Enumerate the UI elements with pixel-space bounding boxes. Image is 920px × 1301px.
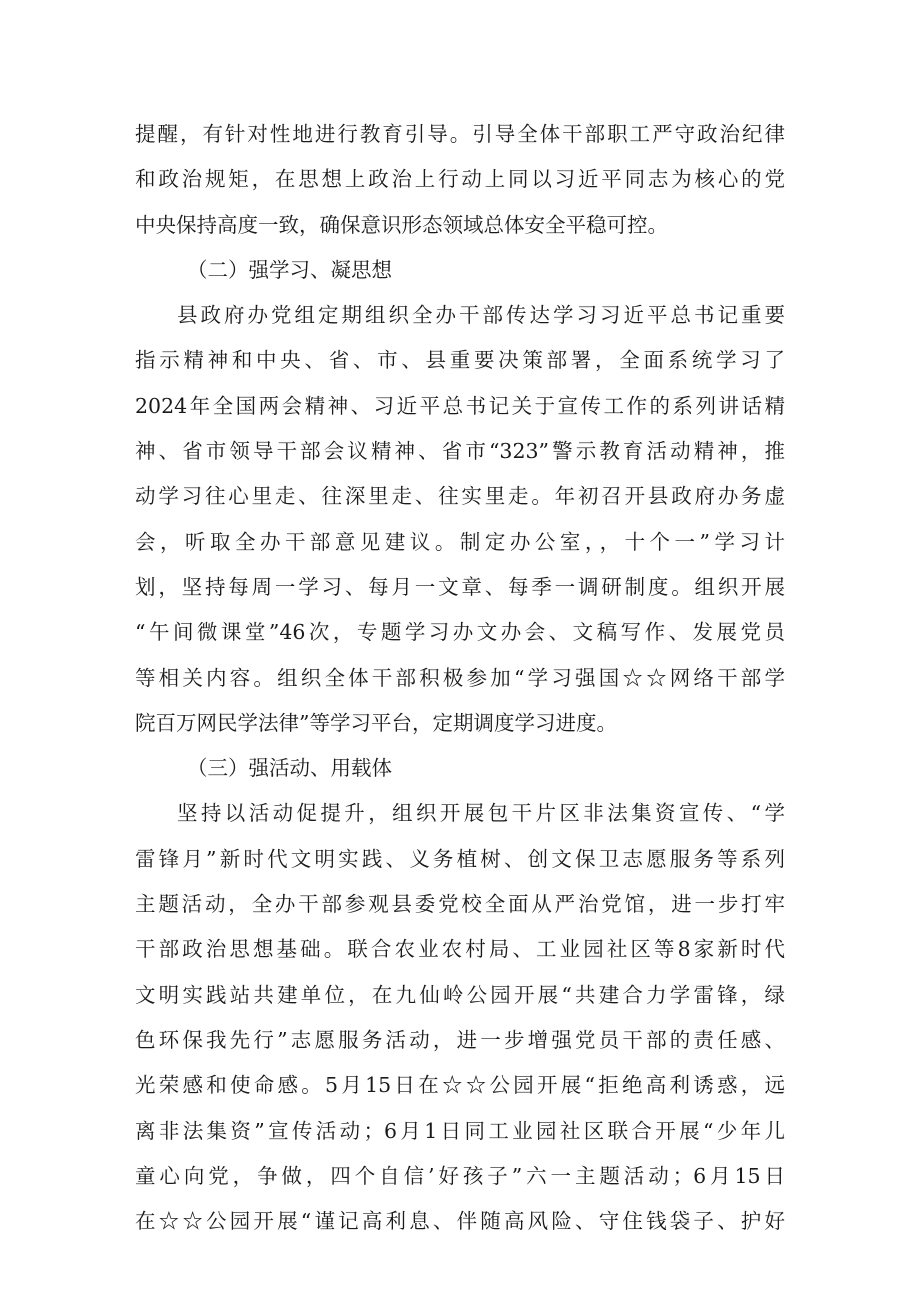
text-line: 光荣感和使命感。5月15日在☆☆公园开展“拒绝高利诱惑，远	[135, 1073, 785, 1098]
paragraph	[135, 112, 785, 248]
text-line: 离非法集资”宣传活动；6月1日同工业园社区联合开展“少年儿	[135, 1118, 785, 1143]
text-line: 主题活动，全办干部参观县委党校全面从严治党馆，进一步打牢	[135, 892, 785, 917]
text-line: 文明实践站共建单位，在九仙岭公园开展“共建合力学雷锋，绿	[135, 982, 785, 1007]
text-line: 会，听取全办干部意见建议。制定办公室，，十个一”学习计	[135, 529, 785, 554]
text-line: 指示精神和中央、省、市、县重要决策部署，全面系统学习了	[135, 348, 785, 373]
text-line: 雷锋月”新时代文明实践、义务植树、创文保卫志愿服务等系列	[135, 846, 785, 871]
text-line: 县政府办党组定期组织全办干部传达学习习近平总书记重要	[177, 303, 785, 328]
paragraph	[135, 293, 785, 746]
paragraph	[135, 791, 785, 1244]
text-line: 童心向党，争做，四个自信’好孩子”六一主题活动；6月15日	[135, 1163, 785, 1188]
section-heading-2	[135, 248, 785, 293]
text-line: 在☆☆公园开展“谨记高利息、伴随高风险、守住钱袋子、护好	[135, 1209, 785, 1234]
text-line: 等相关内容。组织全体干部积极参加“学习强国☆☆网络干部学	[135, 665, 785, 690]
text-line: 提醒，有针对性地进行教育引导。引导全体干部职工严守政治纪律	[135, 122, 785, 146]
section-heading-text: （三）强活动、用载体	[187, 756, 392, 781]
text-line: “午间微课堂”46次，专题学习办文办会、文稿写作、发展党员	[135, 620, 785, 645]
text-line: 划，坚持每周一学习、每月一文章、每季一调研制度。组织开展	[135, 574, 785, 599]
text-line: 2024年全国两会精神、习近平总书记关于宣传工作的系列讲话精	[135, 393, 785, 418]
document-body	[135, 112, 785, 1244]
text-line: 和政治规矩，在思想上政治上行动上同以习近平同志为核心的党	[135, 167, 785, 192]
text-line: 干部政治思想基础。联合农业农村局、工业园社区等8家新时代	[135, 937, 785, 962]
text-line: 坚持以活动促提升，组织开展包干片区非法集资宣传、“学	[177, 801, 785, 826]
text-line: 神、省市领导干部会议精神、省市“323”警示教育活动精神，推	[135, 439, 785, 464]
section-heading-3	[135, 746, 785, 791]
text-line: 中央保持高度一致，确保意识形态领域总体安全平稳可控。	[135, 212, 668, 237]
text-line: 院百万网民学法律”等学习平台，定期调度学习进度。	[135, 710, 617, 735]
text-line: 动学习往心里走、往深里走、往实里走。年初召开县政府办务虚	[135, 484, 785, 509]
text-line: 色环保我先行”志愿服务活动，进一步增强党员干部的责任感、	[135, 1027, 785, 1052]
section-heading-text: （二）强学习、凝思想	[187, 257, 392, 282]
